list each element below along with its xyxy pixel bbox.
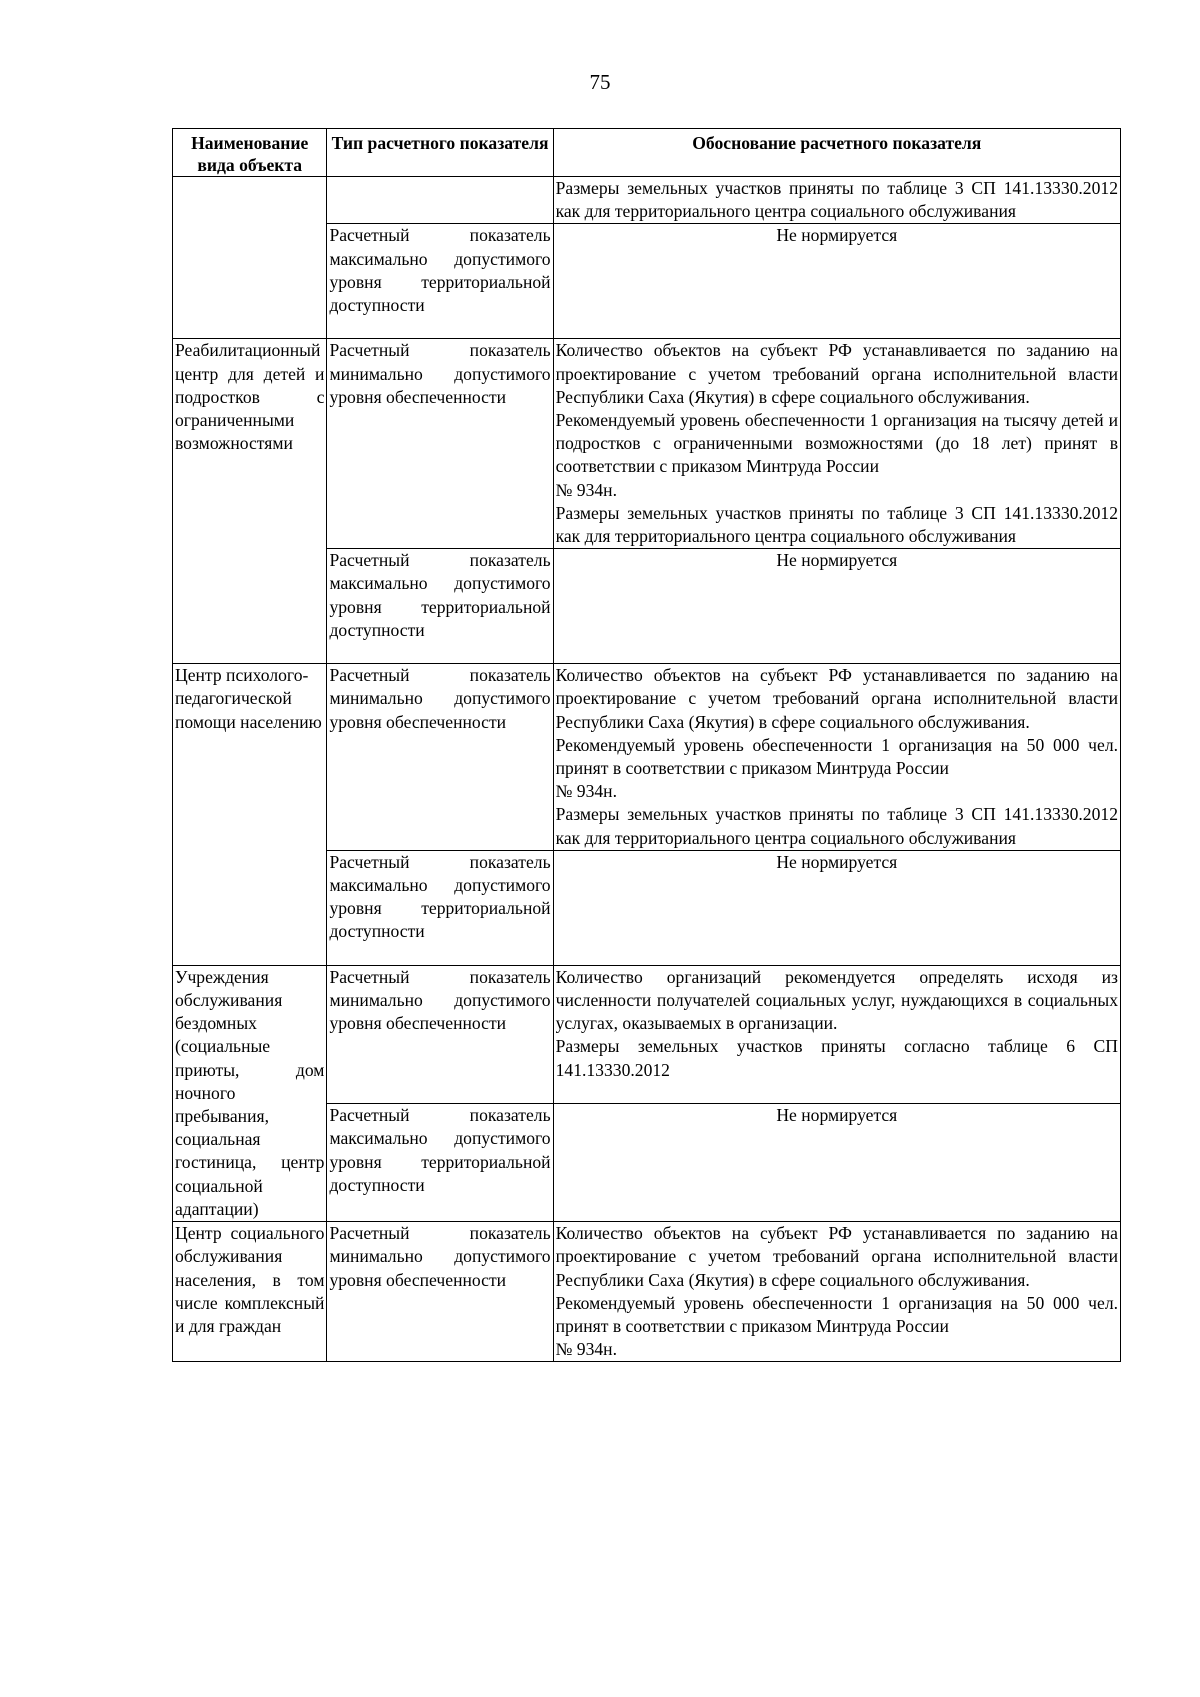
- table-row: [173, 339, 1121, 549]
- table-row: [173, 965, 1121, 1103]
- indicator-table: [172, 128, 1121, 1362]
- object-name-cell: Центр психолого-педагогической помощи населению: [173, 664, 327, 966]
- indicator-type-cell: Расчетный показатель максимально допустимого уровня территориальной доступности: [327, 1104, 553, 1222]
- basis-paragraph: Количество объектов на субъект РФ устанавливается по заданию на проектирование с учетом требований органа исполнительной власти Республики Саха (Якутия) в сфере социального обслуживания.: [555, 1223, 1118, 1290]
- indicator-basis-cell: Размеры земельных участков приняты по таблице 3 СП 141.13330.2012 как для территориального центра социального обслуживания: [553, 177, 1120, 224]
- indicator-basis-cell: Не нормируется: [553, 224, 1120, 339]
- indicator-type-cell: [327, 177, 553, 224]
- indicator-basis-cell: [553, 965, 1120, 1103]
- basis-paragraph: Размеры земельных участков приняты по таблице 3 СП 141.13330.2012 как для территориального центра социального обслуживания: [555, 804, 1118, 848]
- indicator-basis-cell: Не нормируется: [553, 549, 1120, 664]
- object-name-cell: [173, 177, 327, 339]
- table-header-row: [173, 129, 1121, 177]
- indicator-type-cell: Расчетный показатель минимально допустимого уровня обеспеченности: [327, 965, 553, 1103]
- table-row: [173, 177, 1121, 224]
- indicator-basis-cell: [553, 339, 1120, 549]
- indicator-basis-cell: Не нормируется: [553, 850, 1120, 965]
- basis-paragraph: Рекомендуемый уровень обеспеченности 1 организация на тысячу детей и подростков с ограниченными возможностями (до 18 лет) принят в соответствии с приказом Минтруда России: [555, 410, 1118, 477]
- basis-paragraph: Размеры земельных участков приняты по таблице 3 СП 141.13330.2012 как для территориального центра социального обслуживания: [555, 502, 1118, 547]
- indicator-basis-cell: Не нормируется: [553, 1104, 1120, 1222]
- basis-paragraph: Размеры земельных участков приняты согласно таблице 6 СП 141.13330.2012: [555, 1036, 1118, 1080]
- table-row: [173, 1222, 1121, 1362]
- indicator-type-cell: Расчетный показатель минимально допустимого уровня обеспеченности: [327, 664, 553, 851]
- basis-paragraph: № 934н.: [555, 1339, 617, 1360]
- basis-paragraph: Количество объектов на субъект РФ устанавливается по заданию на проектирование с учетом требований органа исполнительной власти Республики Саха (Якутия) в сфере социального обслуживания.: [555, 340, 1118, 407]
- object-name-cell: Центр социального обслуживания населения, в том числе комплексный и для граждан: [173, 1222, 327, 1362]
- basis-paragraph: Количество организаций рекомендуется определять исходя из численности получателей социальных услуг, нуждающихся в социальных услугах, оказываемых в организации.: [555, 966, 1118, 1034]
- indicator-type-cell: Расчетный показатель максимально допустимого уровня территориальной доступности: [327, 850, 553, 965]
- indicator-basis-cell: [553, 1222, 1120, 1362]
- indicator-basis-cell: [553, 664, 1120, 851]
- basis-paragraph: № 934н.: [555, 479, 617, 500]
- object-name-cell: Учреждения обслуживания бездомных (социальные приюты, дом ночного пребывания, социальная гостиница, центр социальной адаптации): [173, 965, 327, 1221]
- indicator-type-cell: Расчетный показатель максимально допустимого уровня территориальной доступности: [327, 224, 553, 339]
- basis-paragraph: Рекомендуемый уровень обеспеченности 1 организация на 50 000 чел. принят в соответствии с приказом Минтруда России: [555, 734, 1118, 779]
- indicator-type-cell: Расчетный показатель максимально допустимого уровня территориальной доступности: [327, 549, 553, 664]
- object-name-cell: Реабилитационный центр для детей и подростков с ограниченными возможностями: [173, 339, 327, 664]
- basis-paragraph: Рекомендуемый уровень обеспеченности 1 организация на 50 000 чел. принят в соответствии с приказом Минтруда России: [555, 1292, 1118, 1336]
- indicator-type-cell: Расчетный показатель минимально допустимого уровня обеспеченности: [327, 339, 553, 549]
- basis-paragraph: Количество объектов на субъект РФ устанавливается по заданию на проектирование с учетом требований органа исполнительной власти Республики Саха (Якутия) в сфере социального обслуживания.: [555, 665, 1118, 732]
- header-indicator-type: Тип расчетного показателя: [327, 129, 553, 177]
- header-indicator-basis: Обоснование расчетного показателя: [553, 129, 1120, 177]
- table-row: [173, 664, 1121, 851]
- indicator-type-cell: Расчетный показатель минимально допустимого уровня обеспеченности: [327, 1222, 553, 1362]
- basis-paragraph: № 934н.: [555, 781, 617, 802]
- page-number: 75: [589, 70, 611, 94]
- header-object-name: Наименование вида объекта: [173, 129, 327, 177]
